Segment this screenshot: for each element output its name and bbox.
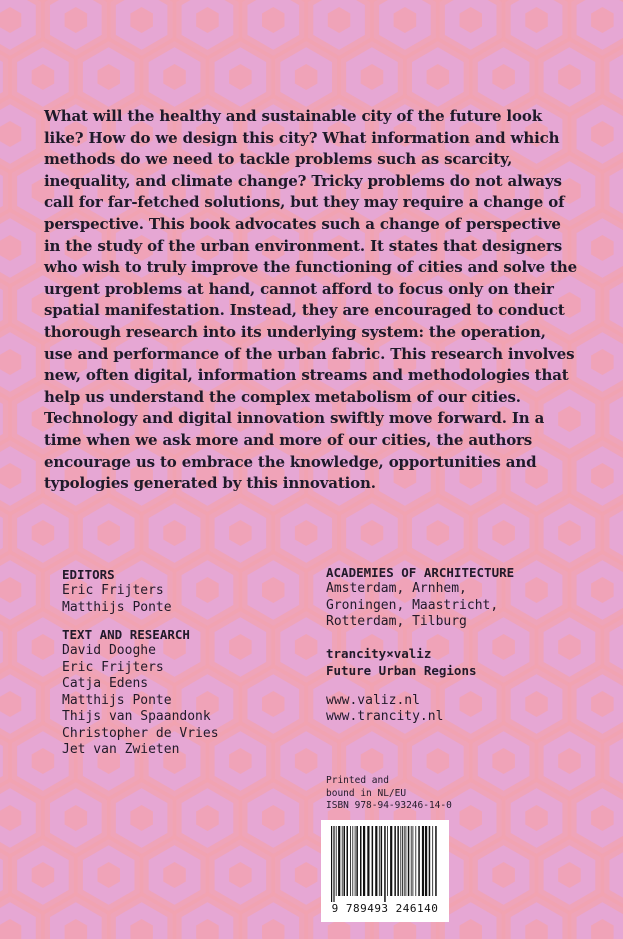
isbn-barcode: [321, 820, 449, 922]
hexagon-core: [229, 64, 252, 90]
hexagon-core: [0, 577, 21, 603]
hexagon-core: [361, 64, 384, 90]
hexagon-core: [262, 805, 285, 831]
website-link[interactable]: www.valiz.nl: [326, 692, 420, 708]
hexagon-core: [130, 919, 153, 939]
editor-name: Matthijs Ponte: [62, 599, 172, 615]
hexagon-core: [591, 691, 614, 717]
hexagon-core: [262, 7, 285, 33]
hexagon-core: [163, 64, 186, 90]
academies-section: [326, 564, 586, 726]
hexagon-core: [130, 805, 153, 831]
hexagon-core: [591, 919, 614, 939]
hexagon-core: [591, 349, 614, 375]
hexagon-core: [0, 349, 21, 375]
hexagon-core: [0, 121, 21, 147]
hexagon-core: [98, 520, 121, 546]
academy-cities: Rotterdam, Tilburg: [326, 614, 467, 629]
hexagon-core: [0, 805, 21, 831]
barcode-digits: 9 789493 246140: [331, 902, 439, 915]
hexagon-core: [591, 7, 614, 33]
hexagon-core: [492, 748, 515, 774]
hexagon-core: [558, 64, 581, 90]
editor-name: Eric Frijters: [62, 583, 164, 598]
hexagon-core: [196, 805, 219, 831]
hexagon-core: [32, 862, 55, 888]
hexagon-core: [0, 919, 21, 939]
hexagon-core: [427, 64, 450, 90]
printing-line: Printed and: [326, 775, 389, 786]
hexagon-core: [0, 7, 21, 33]
barcode-bars: [329, 826, 441, 902]
hexagon-core: [196, 7, 219, 33]
hexagon-core: [361, 748, 384, 774]
hexagon-core: [460, 7, 483, 33]
hexagon-core: [196, 919, 219, 939]
researcher-name: Thijs van Spaandonk: [62, 709, 211, 724]
researcher-name: David Dooghe: [62, 643, 156, 658]
hexagon-core: [328, 7, 351, 33]
hexagon-core: [32, 748, 55, 774]
researcher-name: Jet van Zwieten: [62, 742, 180, 757]
hexagon-core: [328, 919, 351, 939]
hexagon-core: [295, 520, 318, 546]
hexagon-core: [65, 919, 88, 939]
researcher-name: Matthijs Ponte: [62, 692, 172, 708]
hexagon-core: [32, 520, 55, 546]
hexagon-core: [98, 64, 121, 90]
hexagon-core: [492, 64, 515, 90]
hexagon-core: [427, 748, 450, 774]
academy-cities: Amsterdam, Arnhem,: [326, 581, 467, 596]
hexagon-core: [591, 463, 614, 489]
hexagon-core: [394, 7, 417, 33]
website-link[interactable]: www.trancity.nl: [326, 709, 444, 724]
hexagon-core: [32, 634, 55, 660]
hexagon-core: [130, 7, 153, 33]
hexagon-core: [163, 862, 186, 888]
hexagon-core: [591, 805, 614, 831]
hexagon-core: [0, 235, 21, 261]
researcher-name: Christopher de Vries: [62, 725, 219, 741]
hexagon-core: [229, 862, 252, 888]
hexagon-core: [0, 463, 21, 489]
hexagon-core: [229, 520, 252, 546]
editors-section: [62, 566, 302, 759]
hexagon-core: [492, 520, 515, 546]
hexagon-core: [591, 121, 614, 147]
hexagon-core: [427, 520, 450, 546]
text-research-heading: TEXT AND RESEARCH: [62, 627, 190, 642]
hexagon-core: [525, 919, 548, 939]
hexagon-core: [492, 862, 515, 888]
hexagon-core: [591, 577, 614, 603]
hexagon-core: [361, 520, 384, 546]
printing-info: [326, 775, 526, 813]
researcher-name: Eric Frijters: [62, 659, 164, 675]
hexagon-core: [525, 805, 548, 831]
back-cover-blurb: What will the healthy and sustainable city of the future look like? How do we design this city? What information and which methods do we need to tackle problems such as scarcity, inequality, and climate change? Tricky problems do not always call for far-fetched solutions, but they may require a change of perspective. This book advocates such a change of perspective in the study of the urban environment. It states that designers who wish to truly improve the functioning of cities and solve the urgent problems at hand, cannot afford to focus only on their spatial manifestation. Instead, they are encouraged to conduct thorough research into its underlying system: the operation, use and performance of the urban fabric. This research involves new, often digital, information streams and methodologies that help us understand the complex metabolism of our cities. Technology and digital innovation swiftly move forward. In a time when we ask more and more of our cities, the authors encourage us to embrace the knowledge, opportunities and typologies generated by this innovation.: [44, 107, 577, 493]
academy-cities: Groningen, Maastricht,: [326, 597, 499, 613]
hexagon-core: [163, 520, 186, 546]
hexagon-core: [98, 862, 121, 888]
researcher-name: Catja Edens: [62, 676, 149, 691]
hexagon-core: [295, 862, 318, 888]
hexagon-core: [394, 919, 417, 939]
hexagon-core: [525, 7, 548, 33]
editors-heading: EDITORS: [62, 567, 115, 582]
hexagon-core: [65, 805, 88, 831]
hexagon-core: [558, 862, 581, 888]
academies-heading: ACADEMIES OF ARCHITECTURE: [326, 565, 515, 580]
hexagon-core: [558, 748, 581, 774]
series-title: Future Urban Regions: [326, 662, 477, 678]
hexagon-core: [262, 919, 285, 939]
hexagon-core: [460, 919, 483, 939]
printing-line: bound in NL/EU: [326, 787, 407, 799]
isbn-number: ISBN 978-94-93246-14-0: [326, 800, 452, 811]
hexagon-core: [32, 64, 55, 90]
hexagon-core: [0, 691, 21, 717]
publisher-name: trancity×valiz: [326, 645, 432, 661]
hexagon-core: [591, 235, 614, 261]
hexagon-core: [65, 7, 88, 33]
hexagon-core: [558, 520, 581, 546]
hexagon-core: [295, 64, 318, 90]
